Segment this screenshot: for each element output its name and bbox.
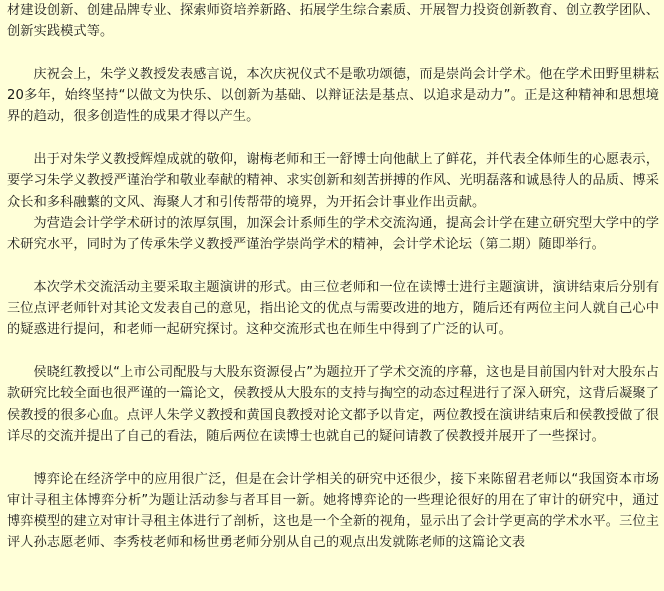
paragraph-1: 材建设创新、创建品牌专业、探索师资培养新路、拓展学生综合素质、开展智力投资创新教育、创立教学团队、创新实践模式等。: [7, 3, 659, 40]
paragraph-2: 庆祝会上，朱学义教授发表感言说，本次庆祝仪式不是歌功颂德，而是崇尚会计学术。他在学术田野里耕耘20多年，始终坚持“以做文为快乐、以创新为基础、以辩证法是基点、以追求是动力”。正是这种精神和思想境界的趋动，很多创造性的成果才得以产生。: [7, 66, 659, 125]
paragraph-3: 出于对朱学义教授辉煌成就的敬仰，谢梅老师和王一舒博士向他献上了鲜花，并代表全体师生的心愿表示，要学习朱学义教授严谨治学和敬业奉献的精神、求实创新和刻苦拼搏的作风、光明磊落和诚恳待人的品质、博采众长和多科融蘩的文风、海聚人才和引传帮带的境界，为开拓会计事业作出贡献。: [7, 152, 659, 210]
paragraph-6: 侯晓红教授以“上市公司配股与大股东资源侵占”为题拉开了学术交流的序幕，这也是目前国内针对大股东占款研究比较全面也很严谨的一篇论文，侯教授从大股东的支持与掏空的动态过程进行了深入研究，这背后凝聚了侯教授的很多心血。点评人朱学义教授和黄国良教授对论文都予以肯定，两位教授在演讲结束后和侯教授做了很详尽的交流并提出了自己的看法，随后两位在读博士也就自己的疑问请教了侯教授并展开了一些探讨。: [7, 365, 659, 444]
paragraph-spacer: [7, 341, 659, 362]
article-body: [7, 0, 659, 554]
paragraph-spacer: [7, 256, 659, 277]
paragraph-spacer: [7, 447, 659, 468]
paragraph-7: 博弈论在经济学中的应用很广泛，但是在会计学相关的研究中还很少，接下来陈留君老师以“我国资本市场审计寻租主体博弈分析”为题让活动参与者耳目一新。她将博弈论的一些理论很好的用在了审计的研究中，通过博弈模型的建立对审计寻租主体进行了剖析，这也是一个全新的视角，显示出了会计学更高的学术水平。三位主评人孙志愿老师、李秀枝老师和杨世勇老师分别从自己的观点出发就陈老师的这篇论文表: [7, 471, 659, 551]
paragraph-spacer: [7, 43, 659, 64]
paragraph-5: 本次学术交流活动主要采取主题演讲的形式。由三位老师和一位在读博士进行主题演讲，演讲结束后分别有三位点评老师针对其论文发表自己的意见，指出论文的优点与需要改进的地方，随后还有两位主问人就自己心中的疑惑进行提问，和老师一起研究探讨。这种交流形式也在师生中得到了广泛的认可。: [7, 279, 659, 338]
paragraph-4: 为营造会计学学术研讨的浓厚氛围，加深会计系师生的学术交流沟通，提高会计学在建立研究型大学中的学术研究水平，同时为了传承朱学义教授严谨治学崇尚学术的精神，会计学术论坛（第二期）随即举行。: [7, 215, 659, 253]
paragraph-spacer: [7, 128, 659, 149]
